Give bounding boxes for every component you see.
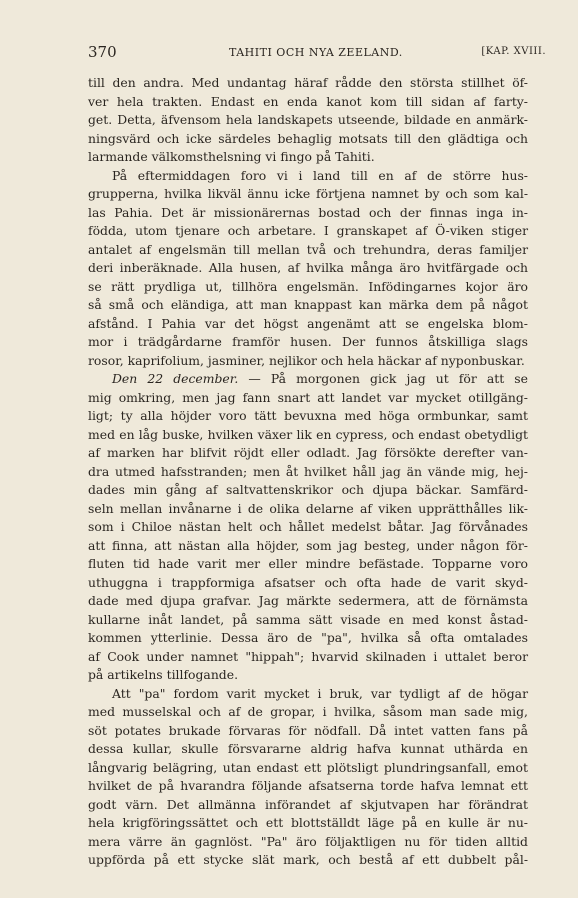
line-text: mera värre än gagnlöst. "Pa" äro följaktligen nu för tiden alltid <box>88 833 528 849</box>
text-line <box>88 777 528 796</box>
page-header <box>88 43 552 62</box>
text-line <box>88 278 528 297</box>
line-text: På eftermiddagen foro vi i land till en af de större hus- <box>112 167 528 183</box>
text-line <box>88 93 528 112</box>
line-text: att finna, att nästan alla höjder, som jag besteg, under någon för- <box>88 537 528 553</box>
line-text: ligt; ty alla höjder voro tätt bevuxna med höga ormbunkar, samt <box>88 408 528 423</box>
text-line <box>88 333 528 352</box>
text-line <box>88 722 528 741</box>
line-text: dessa kullar, skulle försvararne aldrig hafva kunnat uthärda en <box>88 741 528 756</box>
line-text: mor i trädgårdarne framför husen. Der funnos åtskilliga slags <box>88 334 528 349</box>
text-line <box>88 222 528 241</box>
running-title: TAHITI OCH NYA ZEELAND. <box>229 46 403 59</box>
line-text: uppförda på ett stycke slät mark, och bestå af ett dubbelt pål- <box>88 852 528 867</box>
page-number: 370 <box>88 43 117 61</box>
line-text: rosor, kaprifolium, jasminer, nejlikor och hela häckar af nyponbuskar. <box>88 352 525 368</box>
text-line <box>88 555 528 574</box>
line-text: hvilket de på hvarandra följande afsatserna torde hafva lemnat ett <box>88 778 528 793</box>
text-line <box>88 370 528 389</box>
line-text: kommen ytterlinie. Dessa äro de "pa", hvilka så ofta omtalades <box>88 630 528 645</box>
text-line <box>88 796 528 815</box>
line-text: — På morgonen gick jag ut för att se <box>238 371 528 386</box>
line-text: med musselskal och af de gropar, i hvilka, såsom man sade mig, <box>88 704 528 719</box>
text-line <box>88 740 528 759</box>
line-text: födda, utom tjenare och arbetare. I granskapet af Ö-viken stiger <box>88 223 528 238</box>
text-line <box>88 241 528 260</box>
line-text: Att "pa" fordom varit mycket i bruk, var tydligt af de högar <box>112 685 528 701</box>
line-text: godt värn. Det allmänna införandet af skjutvapen har förändrat <box>88 796 528 812</box>
text-line <box>88 167 528 186</box>
line-text: af Cook under namnet "hippah"; hvarvid skilnaden i uttalet beror <box>88 648 528 664</box>
line-text: fluten tid hade varit mer eller mindre befästade. Topparne voro <box>88 556 528 571</box>
line-text: uthuggna i trappformiga afsatser och ofta hade de varit skyd- <box>88 574 528 590</box>
text-line <box>88 481 528 500</box>
text-line <box>88 703 528 722</box>
line-text: med en låg buske, hvilken växer lik en cypress, och endast obetydligt <box>88 426 528 442</box>
line-text: se rätt prydliga ut, tillhöra engelsmän. Infödingarnes kojor äro <box>88 278 528 294</box>
text-line <box>88 185 528 204</box>
text-line <box>88 685 528 704</box>
text-line <box>88 851 528 870</box>
line-text: på artikelns tillfogande. <box>88 667 239 682</box>
chapter-label: [KAP. XVIII. <box>481 46 546 57</box>
line-text: grupperna, hvilka likväl ännu icke förtjena namnet by och som kal- <box>88 186 528 201</box>
text-line <box>88 629 528 648</box>
line-text: seln mellan invånarne i de olika delarne af viken upprätthålles lik- <box>88 500 528 516</box>
text-line <box>88 833 528 852</box>
text-line <box>88 814 528 833</box>
line-text: till den andra. Med undantag häraf rådde den största stillhet öf- <box>88 75 528 90</box>
line-text: las Pahia. Det är missionärernas bostad och der finnas inga in- <box>88 204 528 220</box>
text-line <box>88 426 528 445</box>
italic-date: Den 22 december. <box>112 371 239 386</box>
line-text: antalet af engelsmän till mellan två och trehundra, deras familjer <box>88 241 528 257</box>
text-line <box>88 204 528 223</box>
text-line <box>88 463 528 482</box>
text-line <box>88 666 528 685</box>
line-text: ningsvärd och icke särdeles behaglig motsats till den glädtiga och <box>88 130 528 146</box>
line-text: deri inberäknade. Alla husen, af hvilka många äro hvitfärgade och <box>88 260 528 275</box>
text-line <box>88 444 528 463</box>
line-text: söt potates brukade förvaras för nödfall. Då intet vatten fans på <box>88 722 528 738</box>
text-line <box>88 111 528 130</box>
line-text: af marken har blifvit röjdt eller odladt. Jag försökte derefter van- <box>88 445 528 460</box>
text-line <box>88 537 528 556</box>
line-text: dade med djupa grafvar. Jag märkte sedermera, att de förnämsta <box>88 593 528 608</box>
text-line <box>88 315 528 334</box>
text-line <box>88 259 528 278</box>
text-line <box>88 518 528 537</box>
line-text: larmande välkomsthelsning vi fingo på Tahiti. <box>88 149 375 164</box>
line-text: dades min gång af saltvattenskrikor och djupa bäckar. Samfärd- <box>88 482 528 497</box>
line-text: långvarig belägring, utan endast ett plötsligt plundringsanfall, emot <box>88 759 528 775</box>
page-body <box>88 74 528 870</box>
text-line <box>88 148 528 167</box>
text-line <box>88 592 528 611</box>
line-text: som i Chiloe nästan helt och hållet medelst båtar. Jag förvånades <box>88 519 528 534</box>
line-text: så små och eländiga, att man knappast kan märka dem på något <box>88 297 528 312</box>
text-line <box>88 574 528 593</box>
text-line <box>88 389 528 408</box>
text-line <box>88 296 528 315</box>
text-line <box>88 352 528 371</box>
text-line <box>88 648 528 667</box>
line-text: dra utmed hafsstranden; men åt hvilket håll jag än vände mig, hej- <box>88 463 528 479</box>
text-line <box>88 407 528 426</box>
line-text: mig omkring, men jag fann snart att landet var mycket otillgäng- <box>88 389 528 405</box>
text-line <box>88 130 528 149</box>
text-line <box>88 759 528 778</box>
line-text: hela krigföringssättet och ett blottställdt läge på en kulle är nu- <box>88 815 528 830</box>
text-line <box>88 611 528 630</box>
line-text: kullarne inåt landet, på samma sätt visade en med konst åstad- <box>88 611 528 627</box>
line-text: afstånd. I Pahia var det högst angenämt att se engelska blom- <box>88 315 528 331</box>
text-line <box>88 500 528 519</box>
line-text: get. Detta, äfvensom hela landskapets utseende, bildade en anmärk- <box>88 112 528 127</box>
text-line <box>88 74 528 93</box>
line-text: ver hela trakten. Endast en enda kanot kom till sidan af farty- <box>88 93 528 109</box>
